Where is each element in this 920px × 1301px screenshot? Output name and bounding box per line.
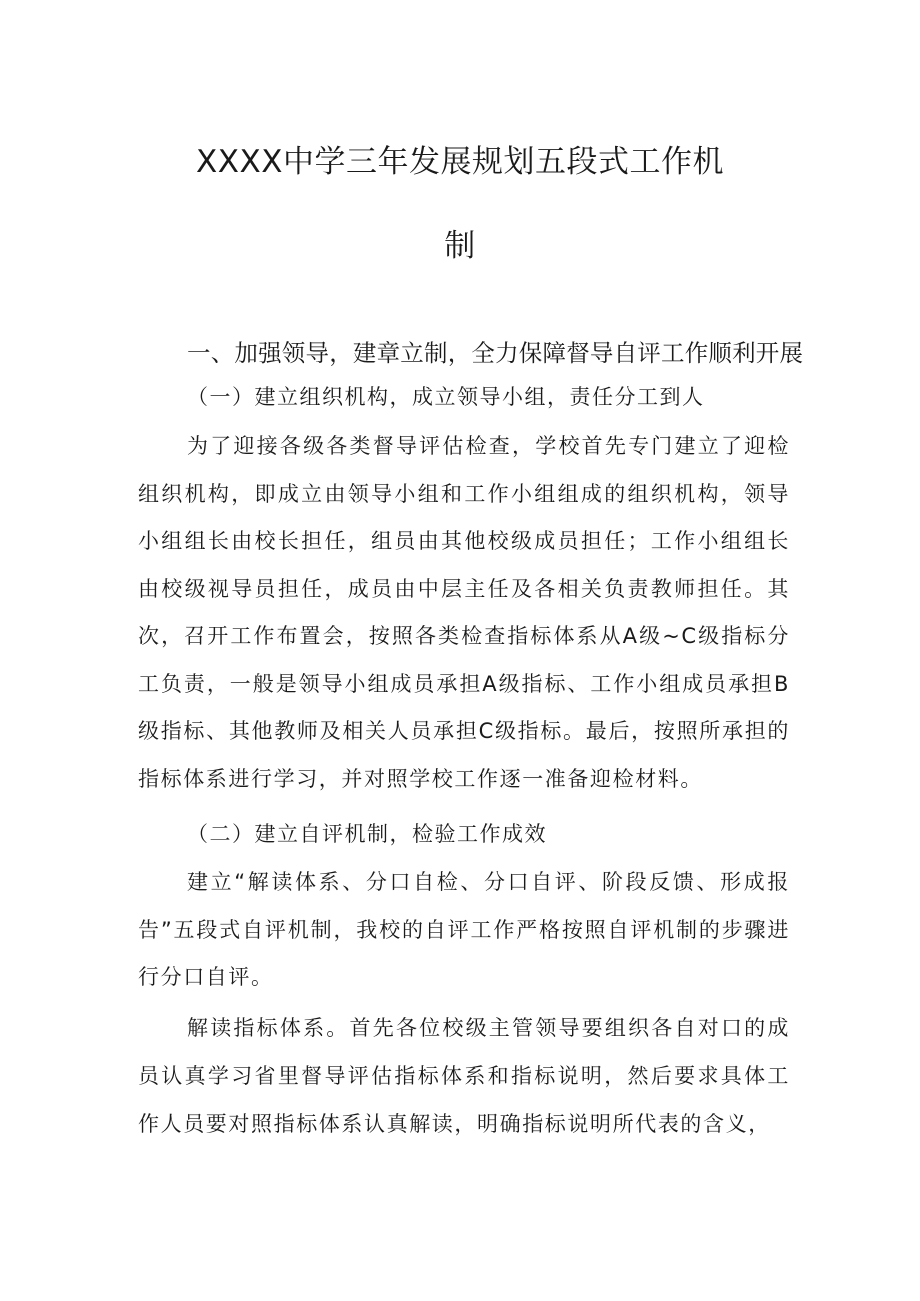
document-title-line1: XXXX中学三年发展规划五段式工作机 bbox=[196, 144, 724, 180]
subsection-heading-1: （一）建立组织机构，成立领导小组，责任分工到人 bbox=[187, 385, 705, 409]
section-heading-1: 一、加强领导，建章立制，全力保障督导自评工作顺利开展 bbox=[187, 339, 804, 367]
paragraph-1: 为了迎接各级各类督导评估检查，学校首先专门建立了迎检组织机构，即成立由领导小组和工作小组组成的组织机构，领导小组组长由校长担任，组员由其他校级成员担任；工作小组组长由校级视导员担任，成员由中层主任及各相关负责教师担任。其次，召开工作布置会，按照各类检查指标体系从A级~C级指标分工负责，一般是领导小组成员承担A级指标、工作小组成员承担B级指标、其他教师及相关人员承担C级指标。最后，按照所承担的指标体系进行学习，并对照学校工作逐一准备迎检材料。 bbox=[138, 434, 790, 791]
document-title-line2: 制 bbox=[444, 228, 476, 264]
paragraph-3: 解读指标体系。首先各位校级主管领导要组织各自对口的成员认真学习省里督导评估指标体系和指标说明，然后要求具体工作人员要对照指标体系认真解读，明确指标说明所代表的含义， bbox=[138, 1016, 790, 1136]
paragraph-2: 建立“解读体系、分口自检、分口自评、阶段反馈、形成报告”五段式自评机制，我校的自评工作严格按照自评机制的步骤进行分口自评。 bbox=[138, 870, 790, 989]
subsection-heading-2: （二）建立自评机制，检验工作成效 bbox=[187, 822, 547, 846]
